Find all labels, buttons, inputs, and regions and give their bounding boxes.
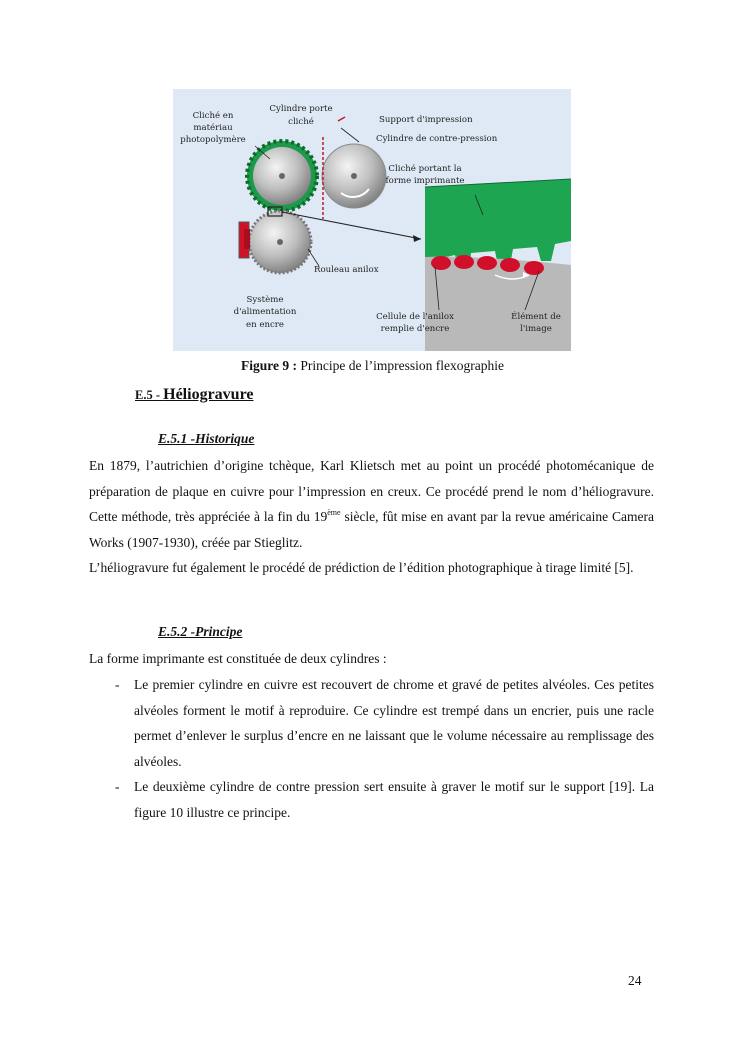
label-element-2: l'image bbox=[520, 324, 552, 334]
label-cliche-portant-1: Cliché portant la bbox=[388, 164, 462, 174]
label-systeme-3: en encre bbox=[246, 320, 284, 330]
label-systeme-2: d'alimentation bbox=[233, 307, 297, 317]
label-contre-pression: Cylindre de contre-pression bbox=[376, 134, 498, 144]
list-item bbox=[89, 774, 654, 825]
paragraph-historique-part1: En 1879, l’autrichien d’origine tchèque, Karl Klietsch met au point un procédé photomécanique de préparation de plaque en cuivre pour l’impression en creux. Ce procédé prend le nom d’héliogravure. Cette méthode, très appréciée à la fin du 19 bbox=[89, 458, 654, 524]
flexography-diagram bbox=[173, 89, 571, 351]
subsection-principe-heading: E.5.2 -Principe bbox=[158, 624, 243, 639]
superscript-eme: ème bbox=[327, 508, 341, 517]
label-cylindre-porte-1: Cylindre porte bbox=[269, 104, 333, 114]
paragraph-edition: L’héliogravure fut également le procédé de prédiction de l’édition photographique à tirage limité [5]. bbox=[89, 560, 634, 575]
label-systeme-1: Système bbox=[246, 295, 284, 305]
section-heading bbox=[135, 386, 253, 404]
anilox-roller bbox=[249, 207, 311, 273]
list-dash: - bbox=[115, 779, 120, 794]
anilox-cells bbox=[425, 255, 571, 351]
label-cliche-materiau-1: Cliché en bbox=[192, 111, 234, 121]
caption-text: Principe de l’impression flexographie bbox=[297, 358, 504, 373]
label-cliche-materiau-3: photopolymère bbox=[180, 135, 246, 145]
label-cliche-materiau-2: matériau bbox=[193, 123, 233, 133]
label-cliche-portant-2: forme imprimante bbox=[385, 176, 465, 186]
ink-supply bbox=[239, 222, 250, 258]
paragraph-forme: La forme imprimante est constituée de deux cylindres : bbox=[89, 651, 387, 666]
principle-list bbox=[89, 672, 654, 825]
plate-cylinder bbox=[247, 141, 317, 211]
list-dash: - bbox=[115, 677, 120, 692]
label-support: Support d'impression bbox=[379, 115, 473, 125]
paragraph-historique bbox=[89, 453, 654, 555]
paragraph-historique-part2: siècle, fût mise en avant par la revue américaine Camera Works (1907-1930), créée par Stieglitz. bbox=[89, 509, 654, 550]
label-element-1: Élément de bbox=[511, 312, 561, 322]
list-item-text: Le deuxième cylindre de contre pression sert ensuite à graver le motif sur le support [19]. La figure 10 illustre ce principe. bbox=[134, 779, 654, 820]
list-item bbox=[89, 672, 654, 774]
impression-cylinder bbox=[322, 144, 386, 208]
figure-caption bbox=[0, 358, 745, 374]
label-cellule-1: Cellule de l'anilox bbox=[376, 312, 454, 322]
section-title: Héliogravure bbox=[163, 386, 254, 403]
subsection-historique-heading: E.5.1 -Historique bbox=[158, 431, 255, 446]
label-rouleau-anilox: Rouleau anilox bbox=[314, 265, 379, 275]
page-number: 24 bbox=[628, 973, 642, 988]
label-cellule-2: remplie d'encre bbox=[380, 324, 450, 334]
caption-label: Figure 9 : bbox=[241, 358, 298, 373]
label-cylindre-porte-2: cliché bbox=[288, 117, 314, 127]
section-number: E.5 - bbox=[135, 388, 164, 402]
flexography-figure bbox=[173, 89, 571, 351]
list-item-text: Le premier cylindre en cuivre est recouvert de chrome et gravé de petites alvéoles. Ces petites alvéoles forment le motif à reproduire. Ce cylindre est trempé dans un encrier, puis une racle permet d’enlever le surplus d’encre en ne laissant que le volume nécessaire au remplissage des alvéoles. bbox=[134, 677, 654, 769]
